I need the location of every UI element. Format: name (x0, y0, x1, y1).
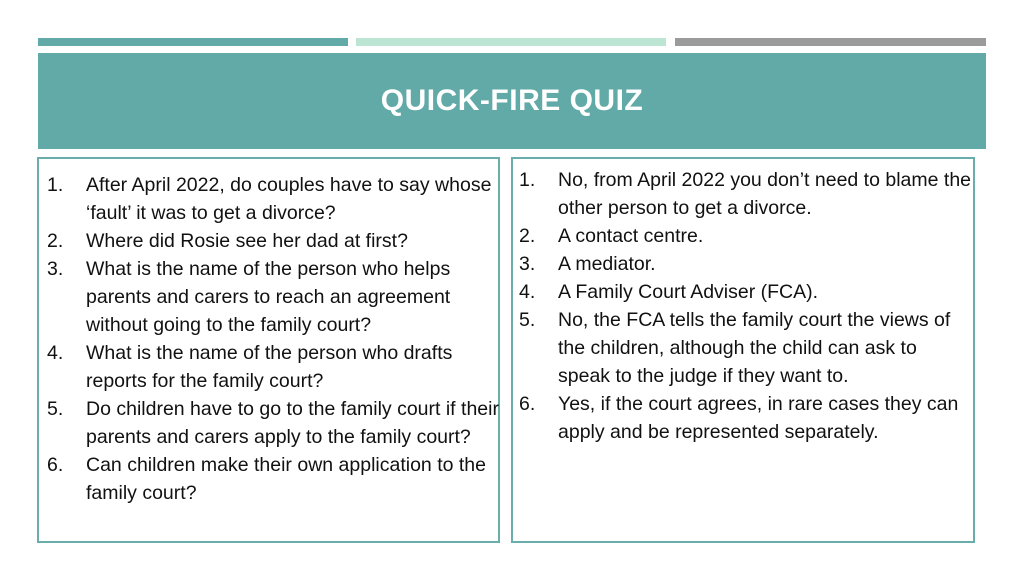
answer-text: A contact centre. (558, 225, 704, 247)
answer-number: 5. (519, 309, 536, 331)
answer-item (519, 222, 971, 250)
accent-bar-mint (356, 38, 666, 46)
question-number: 5. (47, 398, 64, 420)
title-band (38, 53, 986, 149)
answer-text: No, from April 2022 you don’t need to blame the other person to get a divorce. (558, 169, 972, 219)
question-item (47, 171, 502, 227)
answer-item (519, 166, 971, 222)
question-item (47, 339, 502, 395)
question-item (47, 227, 502, 255)
question-text: Can children make their own application to the family court? (86, 454, 486, 504)
answer-item (519, 390, 971, 446)
answer-item (519, 306, 971, 390)
accent-bar-gray (675, 38, 986, 46)
question-text: After April 2022, do couples have to say whose ‘fault’ it was to get a divorce? (86, 174, 492, 224)
answer-number: 3. (519, 253, 536, 275)
question-number: 1. (47, 174, 64, 196)
answer-number: 1. (519, 169, 536, 191)
question-item (47, 451, 502, 507)
question-text: Where did Rosie see her dad at first? (86, 230, 408, 252)
question-text: Do children have to go to the family court if their parents and carers apply to the family court? (86, 398, 499, 448)
question-number: 6. (47, 454, 64, 476)
questions-panel (37, 157, 500, 543)
answer-number: 4. (519, 281, 536, 303)
question-text: What is the name of the person who helps parents and carers to reach an agreement without going to the family court? (86, 258, 451, 336)
accent-bar-teal (38, 38, 348, 46)
question-number: 4. (47, 342, 64, 364)
question-number: 3. (47, 258, 64, 280)
answer-number: 6. (519, 393, 536, 415)
question-item (47, 255, 502, 339)
answer-text: No, the FCA tells the family court the views of the children, although the child can ask to speak to the judge if they want to. (558, 309, 951, 387)
answer-text: Yes, if the court agrees, in rare cases they can apply and be represented separately. (558, 393, 959, 443)
questions-list (47, 171, 502, 507)
answer-item (519, 278, 971, 306)
question-number: 2. (47, 230, 64, 252)
answer-item (519, 250, 971, 278)
answers-panel (511, 157, 975, 543)
answer-number: 2. (519, 225, 536, 247)
question-item (47, 395, 502, 451)
question-text: What is the name of the person who drafts reports for the family court? (86, 342, 453, 392)
answer-text: A mediator. (558, 253, 656, 275)
slide-title: QUICK-FIRE QUIZ (380, 84, 644, 117)
answer-text: A Family Court Adviser (FCA). (558, 281, 819, 303)
answers-list (519, 166, 971, 446)
